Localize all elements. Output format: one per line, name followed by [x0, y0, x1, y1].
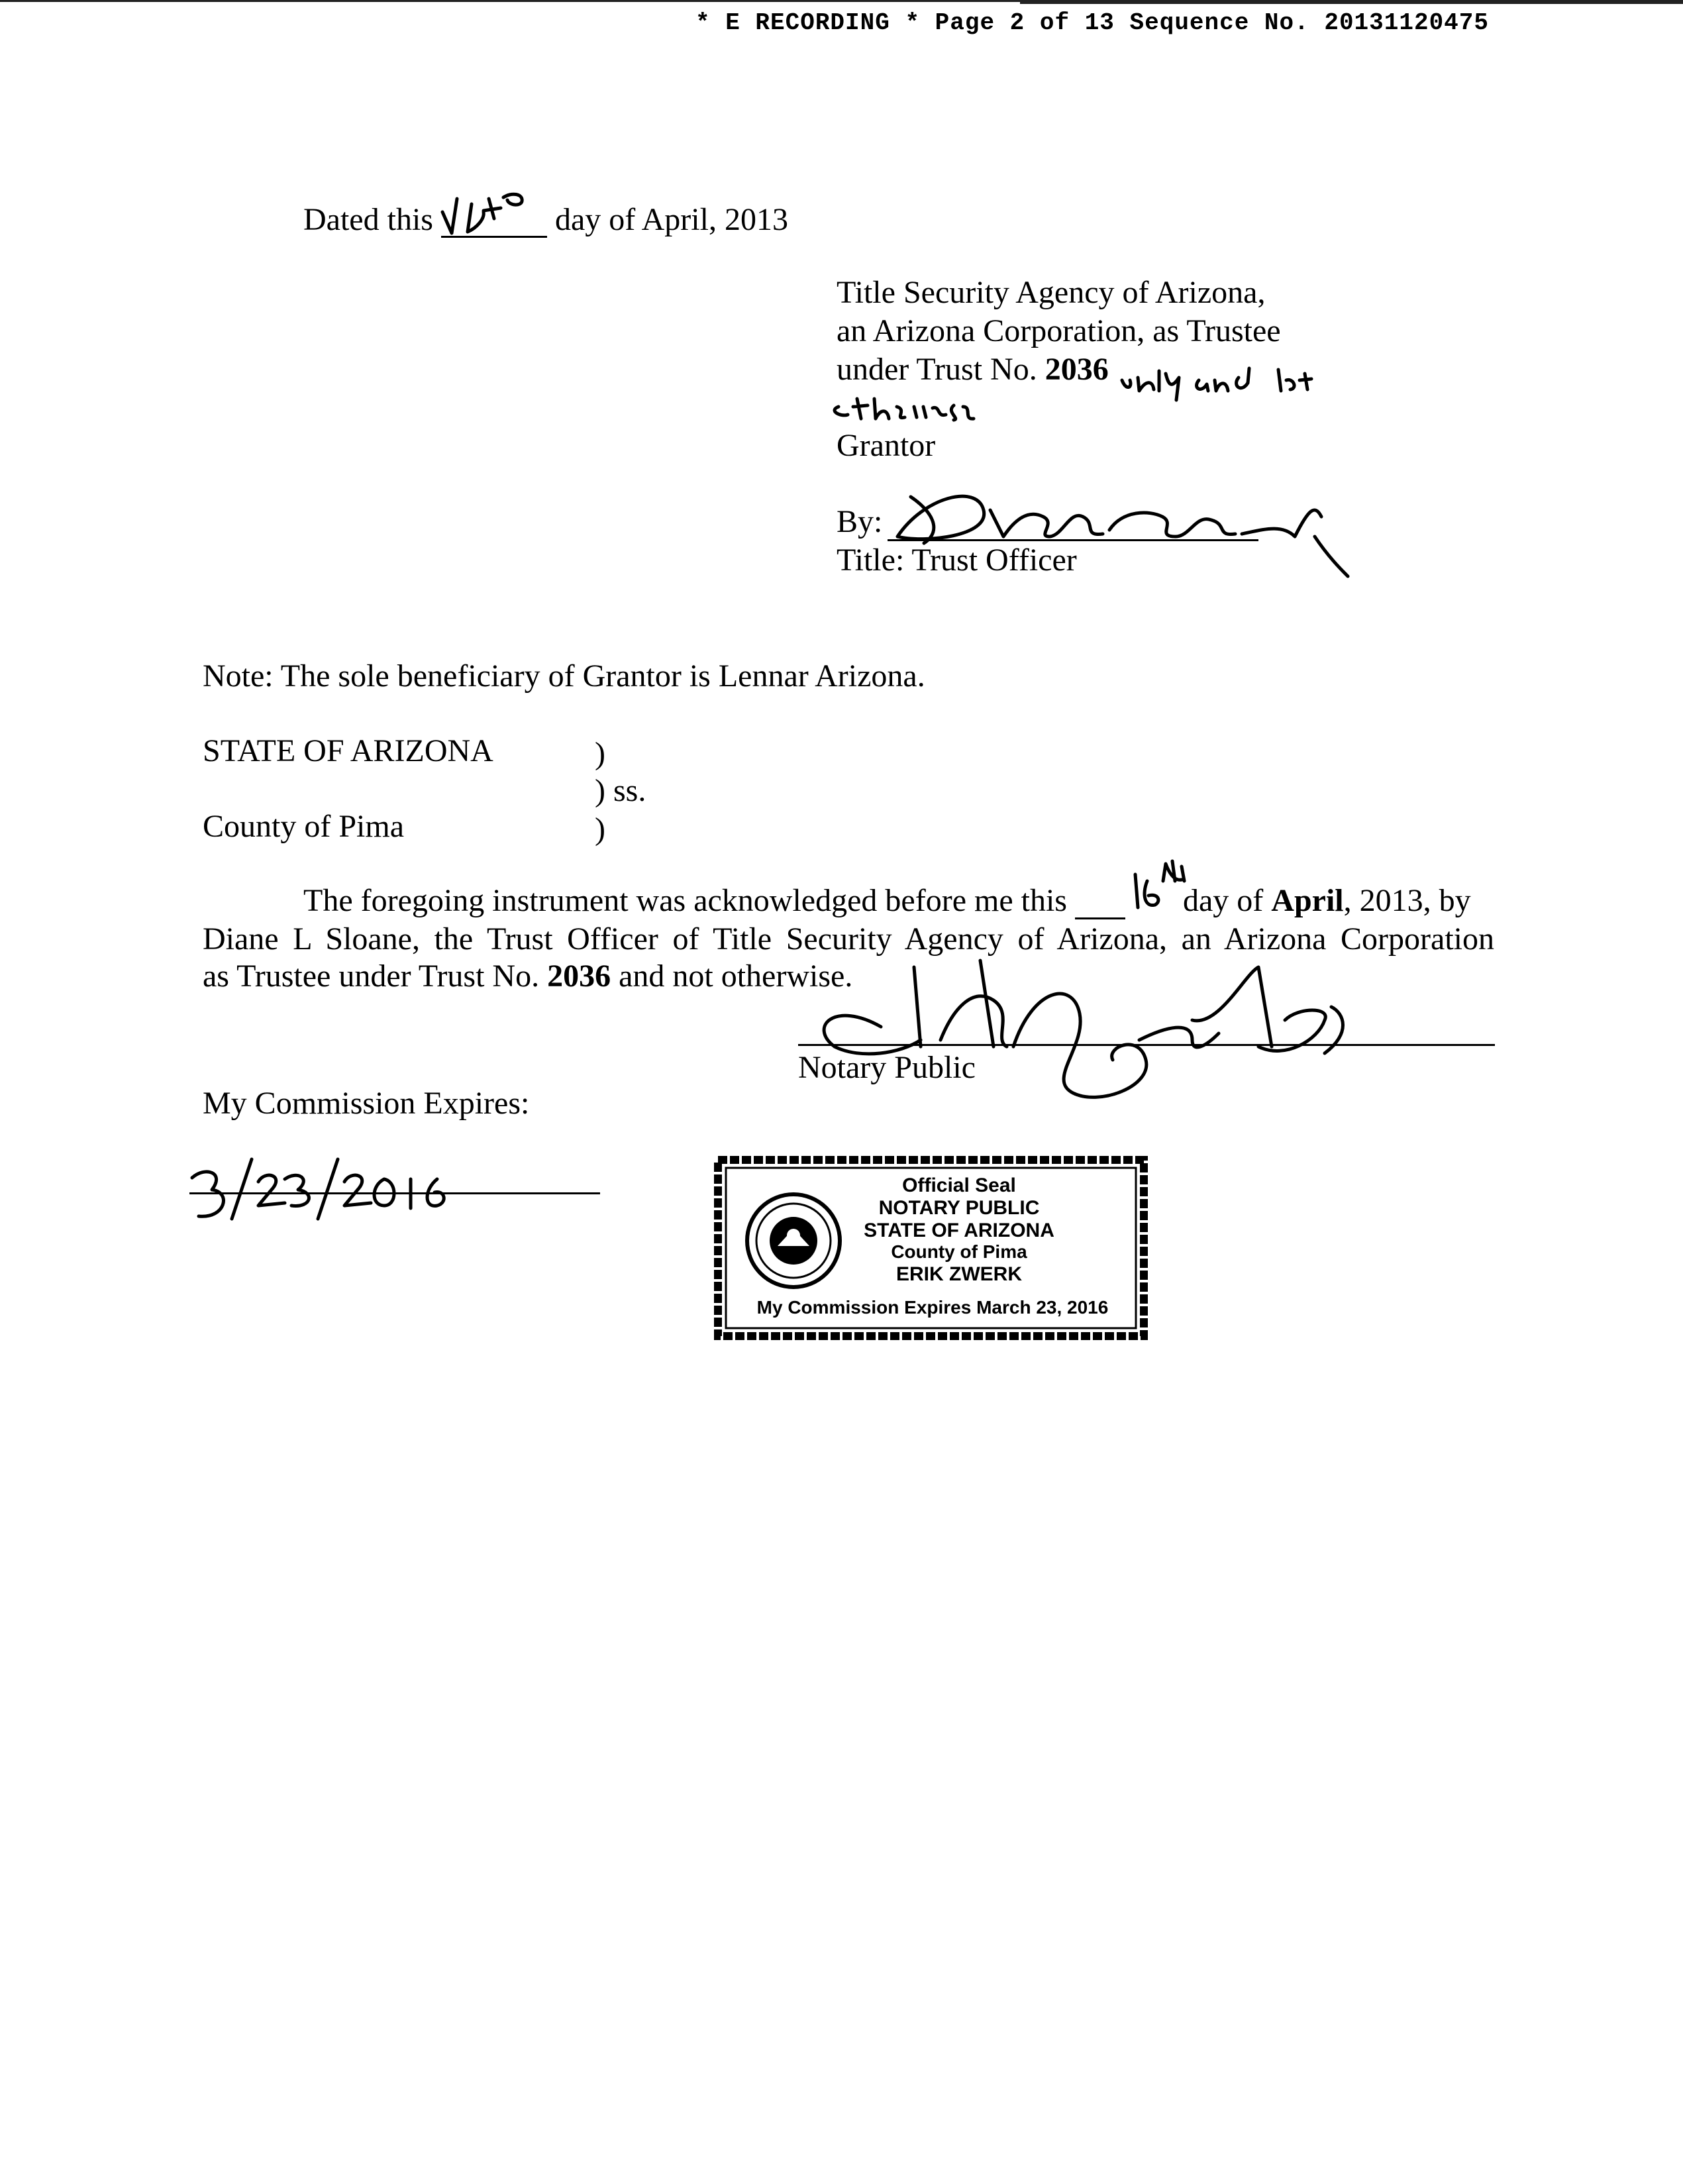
notary-signature — [795, 947, 1431, 1119]
notary-public-label: Notary Public — [798, 1050, 976, 1085]
notary-seal-stamp — [714, 1156, 1148, 1340]
handwritten-day-16th — [437, 185, 550, 245]
handwritten-only-and-not-otherwise — [1119, 351, 1451, 431]
grantor-role: Grantor — [837, 428, 936, 463]
seal-line2: NOTARY PUBLIC — [878, 1197, 1040, 1219]
ack-line3: as Trustee under Trust No. 2036 and not otherwise. — [203, 959, 853, 994]
seal-line1: Official Seal — [902, 1174, 1016, 1196]
seal-line4: County of Pima — [891, 1241, 1027, 1262]
commission-label: My Commission Expires: — [203, 1086, 530, 1121]
beneficiary-note: Note: The sole beneficiary of Grantor is Lennar Arizona. — [203, 658, 925, 694]
by-label: By: — [837, 504, 883, 539]
ack-month: April — [1271, 883, 1344, 918]
dated-suffix: day of April, 2013 — [555, 202, 788, 237]
venue-county: County of Pima — [203, 809, 405, 844]
venue-paren-3: ) — [595, 811, 605, 847]
ack-line1: The foregoing instrument was acknowledged before me this — [303, 882, 1125, 919]
seal-line3: STATE OF ARIZONA — [864, 1220, 1054, 1241]
seal-line5: ERIK ZWERK — [896, 1263, 1022, 1285]
seal-line6: My Commission Expires March 23, 2016 — [756, 1297, 1109, 1318]
handwritten-commission-date — [185, 1153, 490, 1232]
grantor-line3: under Trust No. 2036 — [837, 352, 1109, 387]
title-trust-officer: Title: Trust Officer — [837, 543, 1077, 578]
venue-ss: ) ss. — [595, 773, 646, 808]
trust-number: 2036 — [1045, 352, 1109, 387]
ack-line2: Diane L Sloane, the Trust Officer of Title Security Agency of Arizona, an Arizona Corporation — [203, 921, 1494, 957]
venue-state: STATE OF ARIZONA — [203, 733, 493, 768]
ack-trust-number: 2036 — [547, 959, 611, 994]
dated-prefix: Dated this — [303, 202, 433, 237]
page-top-rule-right — [1020, 0, 1683, 4]
grantor-line2: an Arizona Corporation, as Trustee — [837, 313, 1281, 348]
venue-paren-1: ) — [595, 736, 605, 771]
ack-line1-tail: day of April, 2013, by — [1183, 883, 1471, 918]
recording-header: * E RECORDING * Page 2 of 13 Sequence No. 20131120475 — [695, 9, 1489, 36]
grantor-line1: Title Security Agency of Arizona, — [837, 275, 1266, 310]
